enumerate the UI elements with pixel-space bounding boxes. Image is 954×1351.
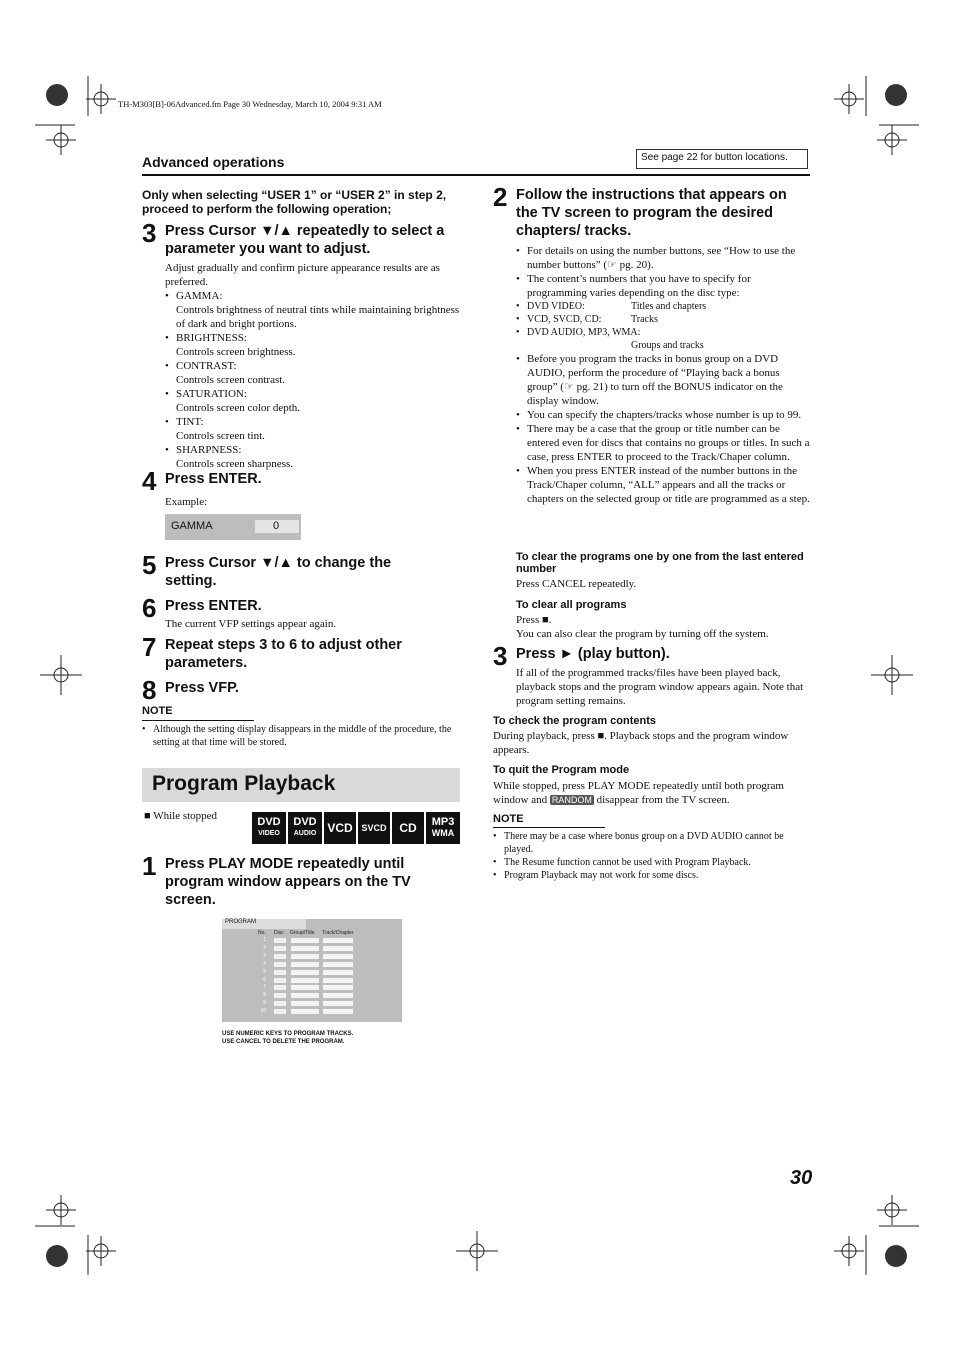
program-cell xyxy=(291,962,319,967)
badge-vcd: VCD xyxy=(324,812,356,844)
step-title: Press Cursor ▼/▲ to change the setting. xyxy=(165,555,392,589)
step-number: 7 xyxy=(142,632,157,662)
clear-all-text-2: You can also clear the program by turning off the system. xyxy=(516,628,769,640)
bullet: • Before you program the tracks in bonus group on a DVD AUDIO, perform the procedure of “Playing back a bonus group” (☞ pg. 21) to turn off the BONUS indicator on the display window. xyxy=(516,352,810,408)
program-cell xyxy=(274,993,286,998)
col-track: Track/Chapter xyxy=(322,930,354,936)
program-cell xyxy=(323,978,353,983)
program-cell xyxy=(274,970,286,975)
note-heading: NOTE xyxy=(142,705,173,717)
bullet: • The content’s numbers that you have to specify for programming varies depending on the disc type: xyxy=(516,272,810,300)
step-number: 1 xyxy=(142,851,157,881)
disc-type-row: • DVD VIDEO: Titles and chapters xyxy=(516,301,707,312)
program-cell xyxy=(323,962,353,967)
program-row-number: 2 xyxy=(263,944,266,951)
param-item: • CONTRAST: Controls screen contrast. xyxy=(165,359,463,387)
program-row-number: 7 xyxy=(263,984,266,991)
col-disc: Disc xyxy=(274,930,284,936)
while-stopped: ■ While stopped xyxy=(144,810,218,822)
program-cell xyxy=(274,985,286,990)
step-title: Press ► (play button). xyxy=(516,646,670,662)
step-3-body xyxy=(165,261,463,471)
clear-one-heading: To clear the programs one by one from the last entered number xyxy=(516,551,804,575)
gamma-value: 0 xyxy=(273,520,280,532)
program-cell xyxy=(274,978,286,983)
program-cell xyxy=(291,978,319,983)
program-cell xyxy=(291,946,319,951)
param-item: • GAMMA: Controls brightness of neutral tints while maintaining brightness of dark and bright portions. xyxy=(165,289,463,331)
gamma-label: GAMMA xyxy=(171,520,213,532)
program-cell xyxy=(323,985,353,990)
col-group: Group/Title xyxy=(290,930,315,936)
program-row-number: 8 xyxy=(263,992,266,999)
program-row-number: 3 xyxy=(263,952,266,959)
step-title: Press ENTER. xyxy=(165,598,262,614)
note-item: • There may be a case where bonus group on a DVD AUDIO cannot be played. xyxy=(493,830,811,856)
program-cell xyxy=(291,970,319,975)
file-info: TH-M303[B]-06Advanced.fm Page 30 Wednesday, March 10, 2004 9:31 AM xyxy=(118,99,382,109)
program-playback-title: Program Playback xyxy=(152,772,336,795)
program-cell xyxy=(323,946,353,951)
bullet: • You can specify the chapters/tracks whose number is up to 99. xyxy=(516,408,810,422)
step-title: Press Cursor ▼/▲ repeatedly to select a parameter you want to adjust. xyxy=(165,223,445,257)
disc-type-row: • VCD, SVCD, CD: Tracks xyxy=(516,314,658,325)
program-playback-banner xyxy=(142,768,460,802)
step-number: 3 xyxy=(142,218,157,248)
program-cell xyxy=(291,993,319,998)
clear-one-text: Press CANCEL repeatedly. xyxy=(516,578,637,590)
program-cell xyxy=(274,946,286,951)
clear-all-text-1: Press ■. xyxy=(516,614,552,626)
program-cell xyxy=(274,954,286,959)
example-label: Example: xyxy=(165,496,208,508)
right-note-list xyxy=(493,830,811,882)
step-number: 3 xyxy=(493,641,508,671)
quit-heading: To quit the Program mode xyxy=(493,764,630,776)
note-item: • Program Playback may not work for some discs. xyxy=(493,869,811,882)
note-item: • Although the setting display disappears in the middle of the procedure, the setting at that time will be stored. xyxy=(142,723,460,749)
bullet: • For details on using the number buttons, see “How to use the number buttons” (☞ pg. 20). xyxy=(516,244,810,272)
section-title: Advanced operations xyxy=(142,154,285,170)
program-cell xyxy=(291,938,319,943)
badge-mp3-wma: MP3 WMA xyxy=(426,812,460,844)
gamma-display xyxy=(165,514,301,540)
see-page-box: See page 22 for button locations. xyxy=(636,149,808,169)
step-title: Press VFP. xyxy=(165,680,239,696)
disc-type-row: • DVD AUDIO, MP3, WMA: xyxy=(516,327,641,338)
right-note-heading: NOTE xyxy=(493,813,524,825)
step-title: Follow the instructions that appears on the TV screen to program the desired chapters/ tracks. xyxy=(516,187,787,239)
program-row-number: 10 xyxy=(260,1008,266,1015)
intro-text: Only when selecting “USER 1” or “USER 2” in step 2, proceed to perform the following operation; xyxy=(142,188,447,216)
col-no: No. xyxy=(258,930,266,936)
program-row-number: 5 xyxy=(263,968,266,975)
page-number: 30 xyxy=(790,1167,813,1189)
program-cell xyxy=(291,985,319,990)
param-item: • BRIGHTNESS: Controls screen brightness. xyxy=(165,331,463,359)
random-indicator: RANDOM xyxy=(551,795,592,805)
program-cell xyxy=(323,954,353,959)
note-list xyxy=(142,723,460,749)
program-cell xyxy=(323,1009,353,1014)
program-row-number: 6 xyxy=(263,976,266,983)
check-heading: To check the program contents xyxy=(493,715,656,727)
program-cell xyxy=(323,1001,353,1006)
step-title: Repeat steps 3 to 6 to adjust other parameters. xyxy=(165,637,402,671)
program-cell xyxy=(323,993,353,998)
step-title: Press ENTER. xyxy=(165,471,262,487)
program-row-number: 4 xyxy=(263,960,266,967)
program-row-number: 1 xyxy=(263,937,266,943)
disc-type-value: Groups and tracks xyxy=(631,340,704,351)
program-tab: PROGRAM xyxy=(222,919,306,929)
program-cell xyxy=(291,1001,319,1006)
note-item: • The Resume function cannot be used with Program Playback. xyxy=(493,856,811,869)
note-rule xyxy=(142,720,254,721)
badge-svcd: SVCD xyxy=(358,812,390,844)
step-description: Adjust gradually and confirm picture appearance results are as preferred. xyxy=(165,262,440,288)
program-cell xyxy=(274,1009,286,1014)
badge-dvd-video: DVD VIDEO xyxy=(252,812,286,844)
clear-all-heading: To clear all programs xyxy=(516,599,627,611)
badge-cd: CD xyxy=(392,812,424,844)
param-item: • SATURATION: Controls screen color depth. xyxy=(165,387,463,415)
step-number: 6 xyxy=(142,593,157,623)
step-6-desc: The current VFP settings appear again. xyxy=(165,618,337,630)
bullet: • There may be a case that the group or title number can be entered even for discs that contains no groups or titles. In such a case, press ENTER to proceed to the Track/Chaper column. xyxy=(516,422,810,464)
program-cell xyxy=(274,962,286,967)
quit-text: While stopped, press PLAY MODE repeatedly until both program window and RANDOM disappear from the TV screen. xyxy=(493,780,784,806)
program-cell xyxy=(274,938,286,943)
right-step-2-body xyxy=(516,244,810,506)
badge-dvd-audio: DVD AUDIO xyxy=(288,812,322,844)
disc-types xyxy=(516,300,810,352)
program-cell xyxy=(291,1009,319,1014)
program-footer: USE NUMERIC KEYS TO PROGRAM TRACKS. USE CANCEL TO DELETE THE PROGRAM. xyxy=(222,1031,354,1045)
header-rule xyxy=(142,174,810,176)
program-cell xyxy=(274,1001,286,1006)
program-cell xyxy=(323,970,353,975)
right-step-3-desc: If all of the programmed tracks/files have been played back, playback stops and the program window appears again. Note that program setting remains. xyxy=(516,667,804,707)
param-item: • TINT: Controls screen tint. xyxy=(165,415,463,443)
check-text: During playback, press ■. Playback stops and the program window appears. xyxy=(493,730,789,756)
right-note-rule xyxy=(493,827,605,828)
step-title: Press PLAY MODE repeatedly until program window appears on the TV screen. xyxy=(165,856,411,908)
program-cell xyxy=(323,938,353,943)
bullet: • When you press ENTER instead of the number buttons in the Track/Chaper column, “ALL” appears and all the tracks or chapters on the selected group or title are programmed as a step. xyxy=(516,464,810,506)
step-number: 4 xyxy=(142,466,157,496)
program-cell xyxy=(291,954,319,959)
param-item: • SHARPNESS: Controls screen sharpness. xyxy=(165,443,463,471)
step-number: 8 xyxy=(142,675,157,705)
program-row-number: 9 xyxy=(263,1000,266,1007)
step-number: 5 xyxy=(142,550,157,580)
step-number: 2 xyxy=(493,182,508,212)
